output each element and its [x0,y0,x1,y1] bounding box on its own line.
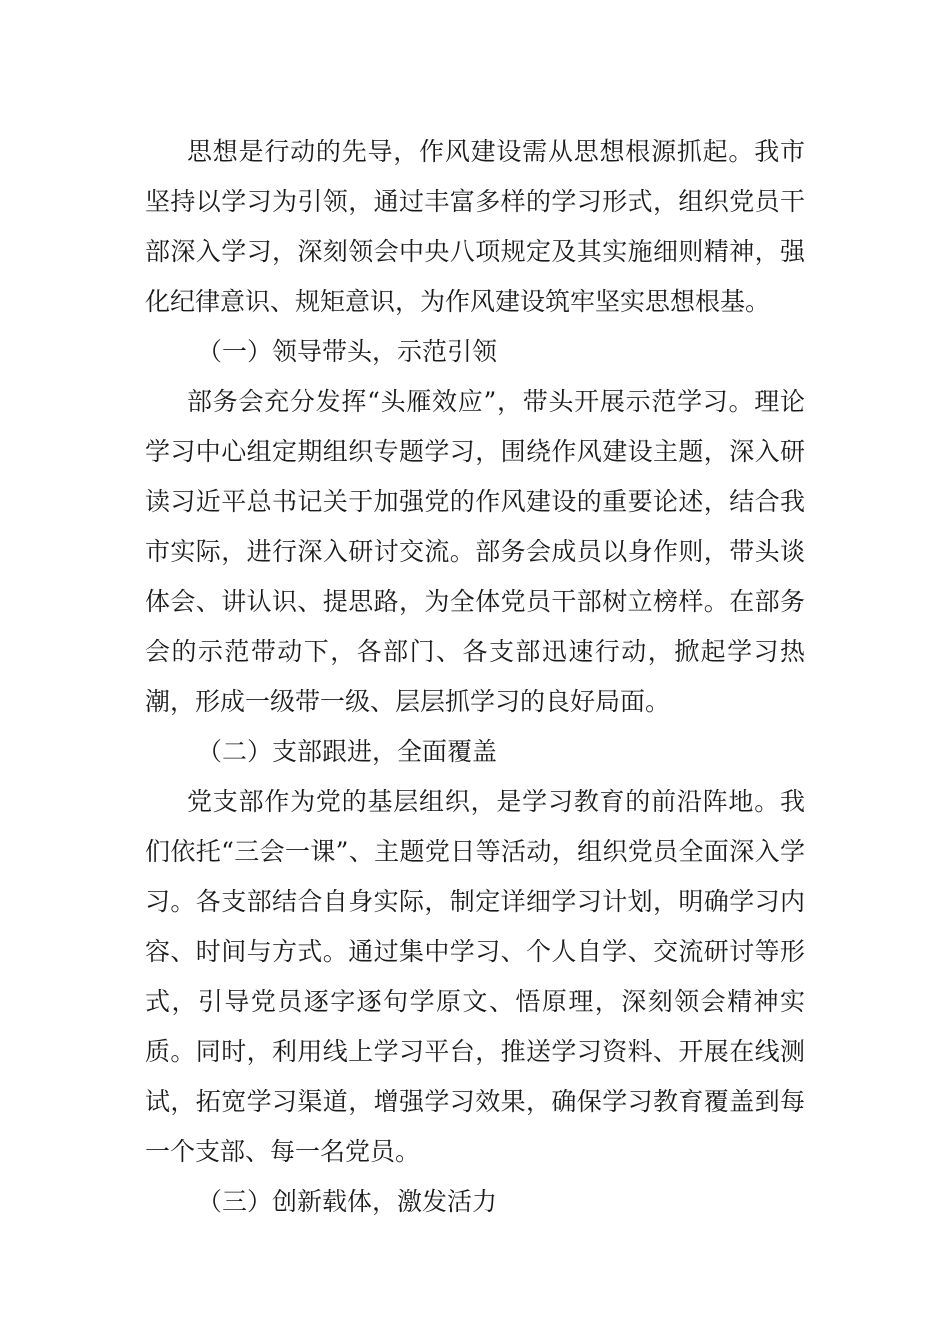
section-heading-2: （二）支部跟进，全面覆盖 [197,737,498,766]
document-body [145,127,805,1227]
section-heading-1: （一）领导带头，示范引领 [197,337,498,366]
section-2-paragraph: 党支部作为党的基层组织，是学习教育的前沿阵地。我们依托“三会一课”、主题党日等活动，组织党员全面深入学习。各支部结合自身实际，制定详细学习计划，明确学习内容、时间与方式。通过集中学习、个人自学、交流研讨等形式，引导党员逐字逐句学原文、悟原理，深刻领会精神实质。同时，利用线上学习平台，推送学习资料、开展在线测试，拓宽学习渠道，增强学习效果，确保学习教育覆盖到每一个支部、每一名党员。 [145,787,805,1166]
section-1-paragraph: 部务会充分发挥“头雁效应”，带头开展示范学习。理论学习中心组定期组织专题学习，围绕作风建设主题，深入研读习近平总书记关于加强党的作风建设的重要论述，结合我市实际，进行深入研讨交流。部务会成员以身作则，带头谈体会、讲认识、提思路，为全体党员干部树立榜样。在部务会的示范带动下，各部门、各支部迅速行动，掀起学习热潮，形成一级带一级、层层抓学习的良好局面。 [145,387,805,716]
intro-paragraph: 思想是行动的先导，作风建设需从思想根源抓起。我市坚持以学习为引领，通过丰富多样的学习形式，组织党员干部深入学习，深刻领会中央八项规定及其实施细则精神，强化纪律意识、规矩意识，为作风建设筑牢坚实思想根基。 [145,137,805,316]
section-heading-3: （三）创新载体，激发活力 [197,1187,498,1216]
